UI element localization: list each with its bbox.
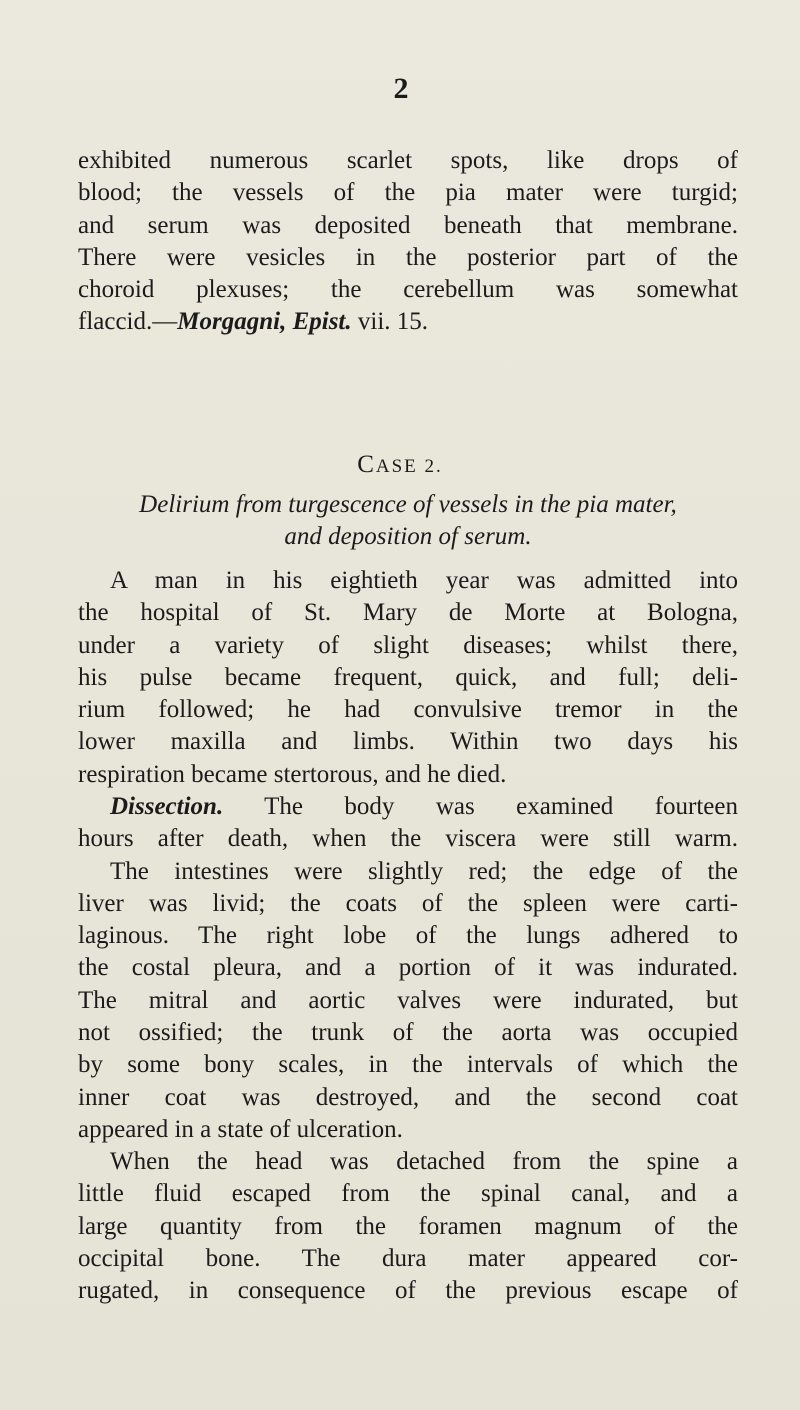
text-line: exhibited numerous scarlet spots, like drops of (78, 147, 738, 174)
text-segment: The body was examined fourteen (223, 793, 738, 820)
intro-paragraph (78, 145, 738, 339)
dissection-paragraph (78, 791, 738, 1146)
text-line: not ossified; the trunk of the aorta was occupied (78, 1019, 738, 1047)
text-line: the hospital of St. Mary de Morte at Bologna, (78, 599, 738, 627)
case-title (78, 489, 738, 554)
text-line: large quantity from the foramen magnum of the (78, 1212, 738, 1240)
text-line: rugated, in consequence of the previous escape of (78, 1277, 738, 1305)
text-line: inner coat was destroyed, and the second coat (78, 1083, 738, 1111)
text-line: There were vesicles in the posterior part of the (78, 243, 738, 271)
citation: Morgagni, Epist. (177, 308, 352, 336)
case-title-line: and deposition of serum. (284, 523, 532, 551)
text-line: and serum was deposited beneath that membrane. (78, 211, 738, 239)
text-line: The intestines were slightly red; the edge of the (110, 857, 738, 885)
text-line: laginous. The right lobe of the lungs adhered to (78, 922, 738, 950)
text-line: appeared in a state of ulceration. (78, 1115, 403, 1143)
text-line: under a variety of slight diseases; whilst there, (78, 631, 738, 659)
text-line: choroid plexuses; the cerebellum was somewhat (78, 276, 738, 304)
case-heading-initial: C (357, 451, 376, 478)
text-line: blood; the vessels of the pia mater were turgid; (78, 179, 738, 207)
text-line: liver was livid; the coats of the spleen were carti- (78, 889, 738, 917)
text-line: by some bony scales, in the intervals of which the (78, 1051, 738, 1079)
case-heading-rest: ASE 2. (375, 456, 443, 477)
page-number: 2 (393, 72, 409, 105)
case-heading (0, 449, 800, 483)
text-line: occipital bone. The dura mater appeared cor- (78, 1244, 738, 1272)
text-line (78, 791, 738, 823)
text-line: rium followed; he had convulsive tremor in the (78, 696, 738, 724)
text-line: the costal pleura, and a portion of it was indurated. (78, 954, 738, 982)
text-line: hours after death, when the viscera were still warm. (78, 825, 738, 853)
text-segment: flaccid.— (78, 308, 178, 336)
text-line: his pulse became frequent, quick, and full; deli- (78, 663, 738, 691)
case-title-line: Delirium from turgescence of vessels in the pia mater, (139, 491, 677, 518)
text-line: A man in his eightieth year was admitted into (110, 567, 738, 594)
text-line: The mitral and aortic valves were indurated, but (78, 986, 738, 1014)
text-line: little fluid escaped from the spinal canal, and a (78, 1180, 738, 1208)
text-line: lower maxilla and limbs. Within two days his (78, 728, 738, 756)
case-paragraph (78, 1146, 738, 1307)
text-line: respiration became stertorous, and he died. (78, 760, 507, 788)
text-line (78, 306, 738, 338)
citation-reference: vii. 15. (351, 308, 429, 336)
text-line: When the head was detached from the spine a (110, 1148, 738, 1175)
case-paragraph (78, 565, 738, 791)
dissection-label: Dissection. (110, 793, 224, 820)
